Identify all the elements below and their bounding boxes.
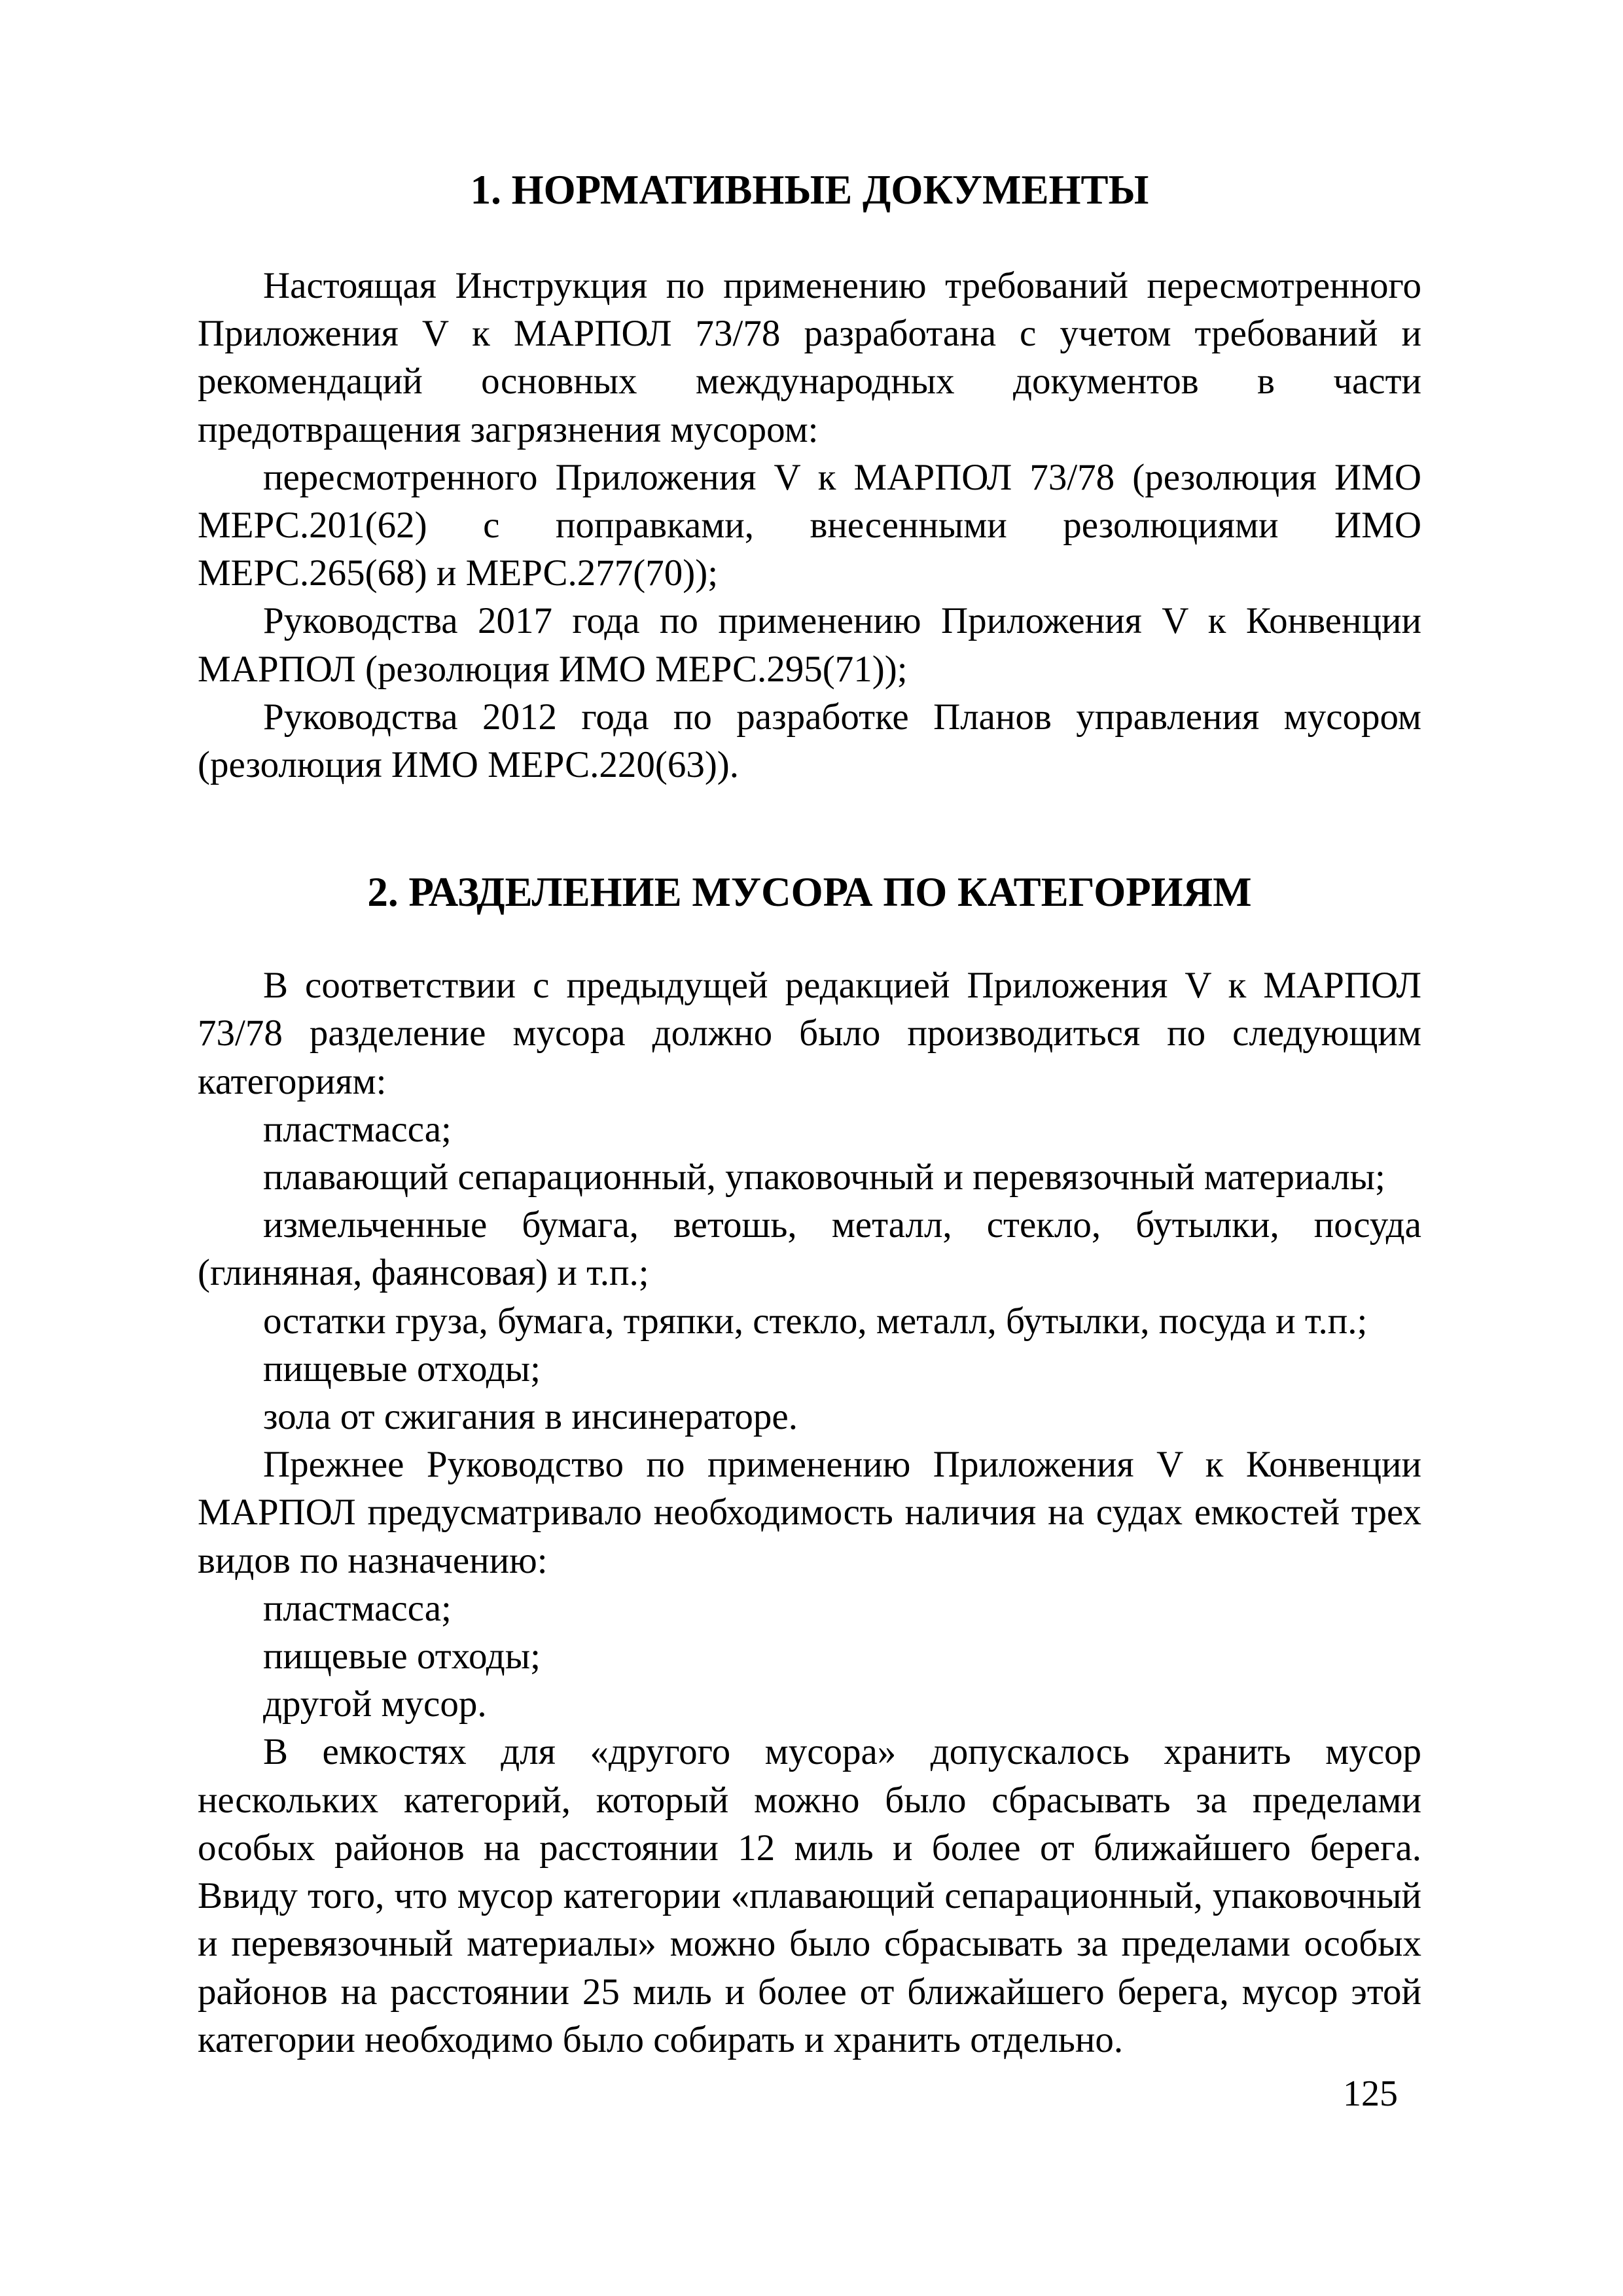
other-garbage-paragraph: В емкостях для «другого мусора» допускалось хранить мусор нескольких категорий, который можно было сбрасывать за пределами особых районов на расстоянии 12 миль и более от ближайшего берега. Ввиду того, что мусор категории «плавающий сепарационный, упаковочный и перевязочный материалы» можно было сбрасывать за пределами особых районов на расстоянии 25 миль и более от ближайшего берега, мусор этой категории необходимо было собирать и хранить отдельно. [198, 1731, 1421, 2060]
container-list-item: пищевые отходы; [263, 1636, 541, 1677]
section-1-list-item: пересмотренного Приложения V к МАРПОЛ 73/78 (резолюция ИМО МЕРС.201(62) с поправками, внесенными резолюциями ИМО МЕРС.265(68) и МЕРС.277(70)); [198, 456, 1421, 594]
category-list-item: плавающий сепарационный, упаковочный и перевязочный материалы; [263, 1157, 1385, 1198]
page-number: 125 [1343, 2073, 1398, 2114]
category-list-item: пластмасса; [263, 1108, 452, 1150]
container-list-item: пластмасса; [263, 1587, 452, 1629]
category-list-item: остатки груза, бумага, тряпки, стекло, металл, бутылки, посуда и т.п.; [263, 1300, 1368, 1342]
section-1-list-item: Руководства 2012 года по разработке Планов управления мусором (резолюция ИМО МЕРС.220(63)). [198, 696, 1421, 786]
guidelines-paragraph: Прежнее Руководство по применению Приложения V к Конвенции МАРПОЛ предусматривало необходимость наличия на судах емкостей трех видов по назначению: [198, 1444, 1421, 1581]
page-content [198, 164, 1421, 2064]
section-2-intro-paragraph: В соответствии с предыдущей редакцией Приложения V к МАРПОЛ 73/78 разделение мусора должно было производиться по следующим категориям: [198, 965, 1421, 1102]
section-1-heading: 1. НОРМАТИВНЫЕ ДОКУМЕНТЫ [470, 167, 1149, 213]
container-list-item: другой мусор. [263, 1683, 487, 1725]
section-2-heading: 2. РАЗДЕЛЕНИЕ МУСОРА ПО КАТЕГОРИЯМ [367, 869, 1252, 916]
category-list-item: пищевые отходы; [263, 1348, 541, 1390]
section-1-intro-paragraph: Настоящая Инструкция по применению требований пересмотренного Приложения V к МАРПОЛ 73/78 разработана с учетом требований и рекомендаций основных международных документов в части предотвращения загрязнения мусором: [198, 265, 1421, 450]
category-list-item: измельченные бумага, ветошь, металл, стекло, бутылки, посуда (глиняная, фаянсовая) и т.п.; [198, 1204, 1421, 1294]
category-list-item: зола от сжигания в инсинераторе. [263, 1396, 798, 1438]
section-1-list-item: Руководства 2017 года по применению Приложения V к Конвенции МАРПОЛ (резолюция ИМО МЕРС.295(71)); [198, 600, 1421, 690]
